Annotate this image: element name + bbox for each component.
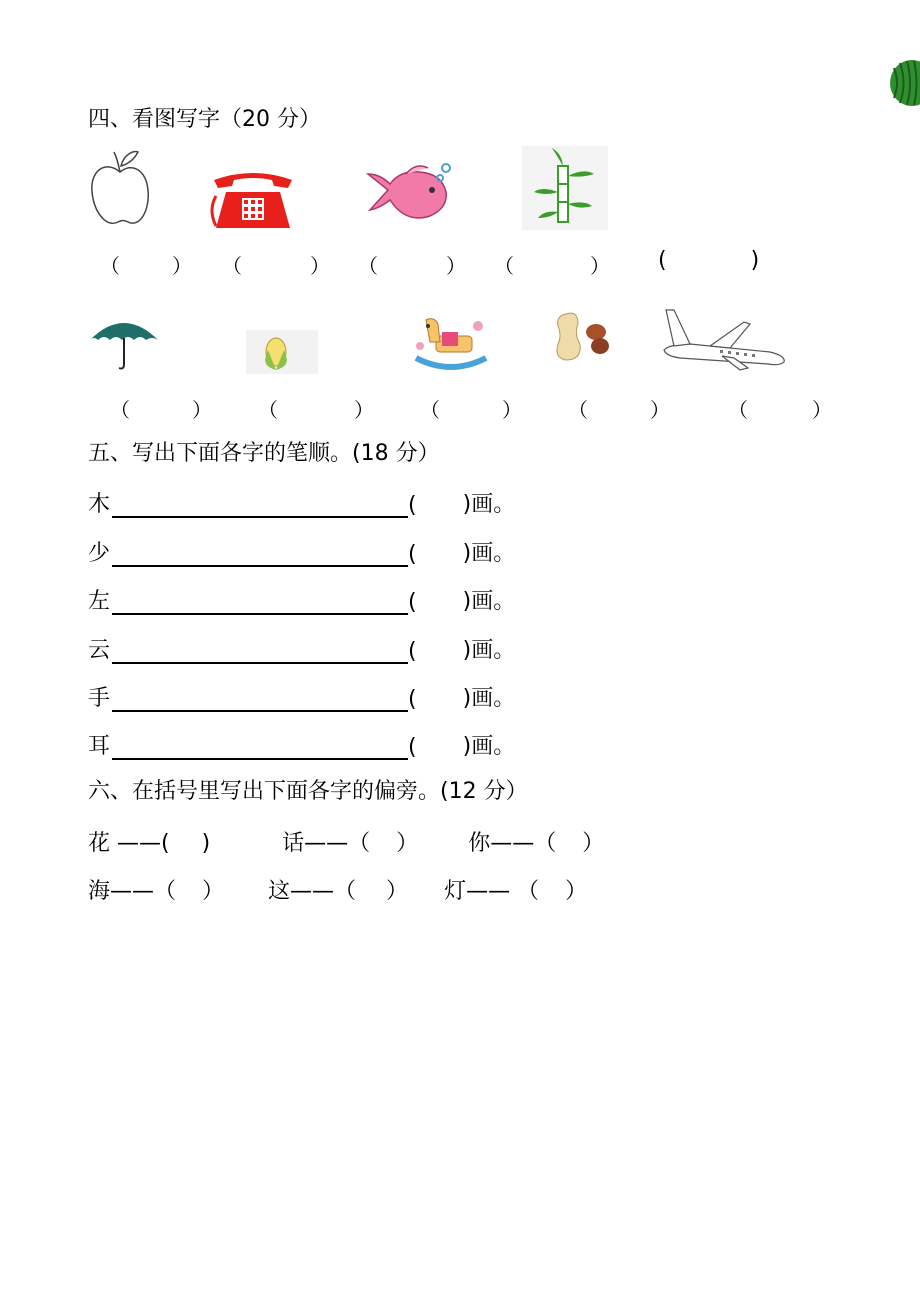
paren-open: ( [658,248,667,273]
character: 左 [88,589,111,614]
stroke-order-row [88,682,515,712]
row2-answer-2[interactable] [258,394,374,423]
row1-answer-5[interactable] [658,248,759,273]
radical-prompt: 花 ——( [88,831,170,856]
rocking-horse-picture [412,312,490,372]
section6-heading: 六、在括号里写出下面各字的偏旁。(12 分） [88,779,528,804]
radical-prompt: 海——（ [88,879,177,904]
paren-open: ( [408,687,417,712]
stroke-order-row [88,634,515,664]
paren-close: ） [202,879,225,904]
paren-open: ( [408,735,417,760]
radical-prompt: 灯—— （ [444,879,540,904]
radical-prompt: 你——（ [468,831,557,856]
paren-open: ( [408,493,417,518]
radical-item[interactable] [88,826,210,857]
paren-open: （ [110,398,130,422]
row2-answer-5[interactable] [728,394,832,423]
bamboo-picture [522,146,608,230]
stroke-count-suffix: )画。 [462,638,516,663]
stroke-answer-line[interactable] [112,589,408,615]
radical-item[interactable] [268,874,408,905]
radical-item[interactable] [282,826,418,857]
paren-open: ( [408,639,417,664]
telephone-picture [208,170,298,232]
paren-open: （ [358,254,378,278]
stroke-count-suffix: )画。 [462,492,516,517]
fish-picture [366,160,454,230]
paren-close: ） [582,831,605,856]
radical-item[interactable] [468,826,604,857]
stroke-count-suffix: )画。 [462,541,516,566]
row1-answer-4[interactable] [494,250,610,279]
character: 手 [88,686,111,711]
paren-close: ） [192,398,212,422]
stroke-order-row [88,585,515,615]
paren-close: ） [396,831,419,856]
stroke-order-row [88,488,515,518]
paren-open: ( [408,542,417,567]
stroke-count-suffix: )画。 [462,686,516,711]
row2-answer-3[interactable] [420,394,522,423]
paren-open: （ [568,398,588,422]
paren-close: ） [812,398,832,422]
row1-answer-2[interactable] [222,250,330,279]
paren-close: ） [650,398,670,422]
paren-close: ） [565,879,588,904]
row2-answer-4[interactable] [568,394,670,423]
radical-prompt: 话——（ [282,831,371,856]
paren-open: （ [100,254,120,278]
row2-answer-1[interactable] [110,394,212,423]
character: 耳 [88,734,111,759]
paren-open: （ [494,254,514,278]
character: 云 [88,638,111,663]
paren-open: （ [258,398,278,422]
airplane-picture [660,306,790,372]
stroke-count-suffix: )画。 [462,589,516,614]
radical-prompt: 这——（ [268,879,357,904]
paren-open: （ [222,254,242,278]
row1-answer-1[interactable] [100,250,192,279]
row1-answer-3[interactable] [358,250,466,279]
paren-close: ） [502,398,522,422]
stroke-count-suffix: )画。 [462,734,516,759]
paren-open: ( [408,590,417,615]
paren-close: ） [446,254,466,278]
watermelon-logo-icon [888,58,920,108]
paren-close: ） [172,254,192,278]
paren-close: ） [354,398,374,422]
stroke-answer-line[interactable] [112,734,408,760]
paren-open: （ [728,398,748,422]
paren-close: ） [310,254,330,278]
character: 木 [88,492,111,517]
paren-close: ） [590,254,610,278]
paren-close: ) [201,831,211,856]
character: 少 [88,541,111,566]
peanuts-picture [552,308,618,364]
section5-heading: 五、写出下面各字的笔顺。(18 分） [88,441,440,466]
stroke-answer-line[interactable] [112,638,408,664]
umbrella-picture [88,314,160,372]
stroke-order-row [88,537,515,567]
section4-heading: 四、看图写字（20 分） [88,107,321,132]
paren-close: ） [386,879,409,904]
stroke-answer-line[interactable] [112,686,408,712]
stroke-answer-line[interactable] [112,492,408,518]
paren-close: ) [750,248,760,273]
paren-open: （ [420,398,440,422]
apple-picture [88,148,152,230]
radical-row-2 [88,874,587,905]
radical-item[interactable] [444,874,587,905]
stroke-order-row [88,730,515,760]
stroke-answer-line[interactable] [112,541,408,567]
radical-item[interactable] [88,874,224,905]
radical-row-1 [88,826,604,857]
corn-picture [246,330,318,374]
